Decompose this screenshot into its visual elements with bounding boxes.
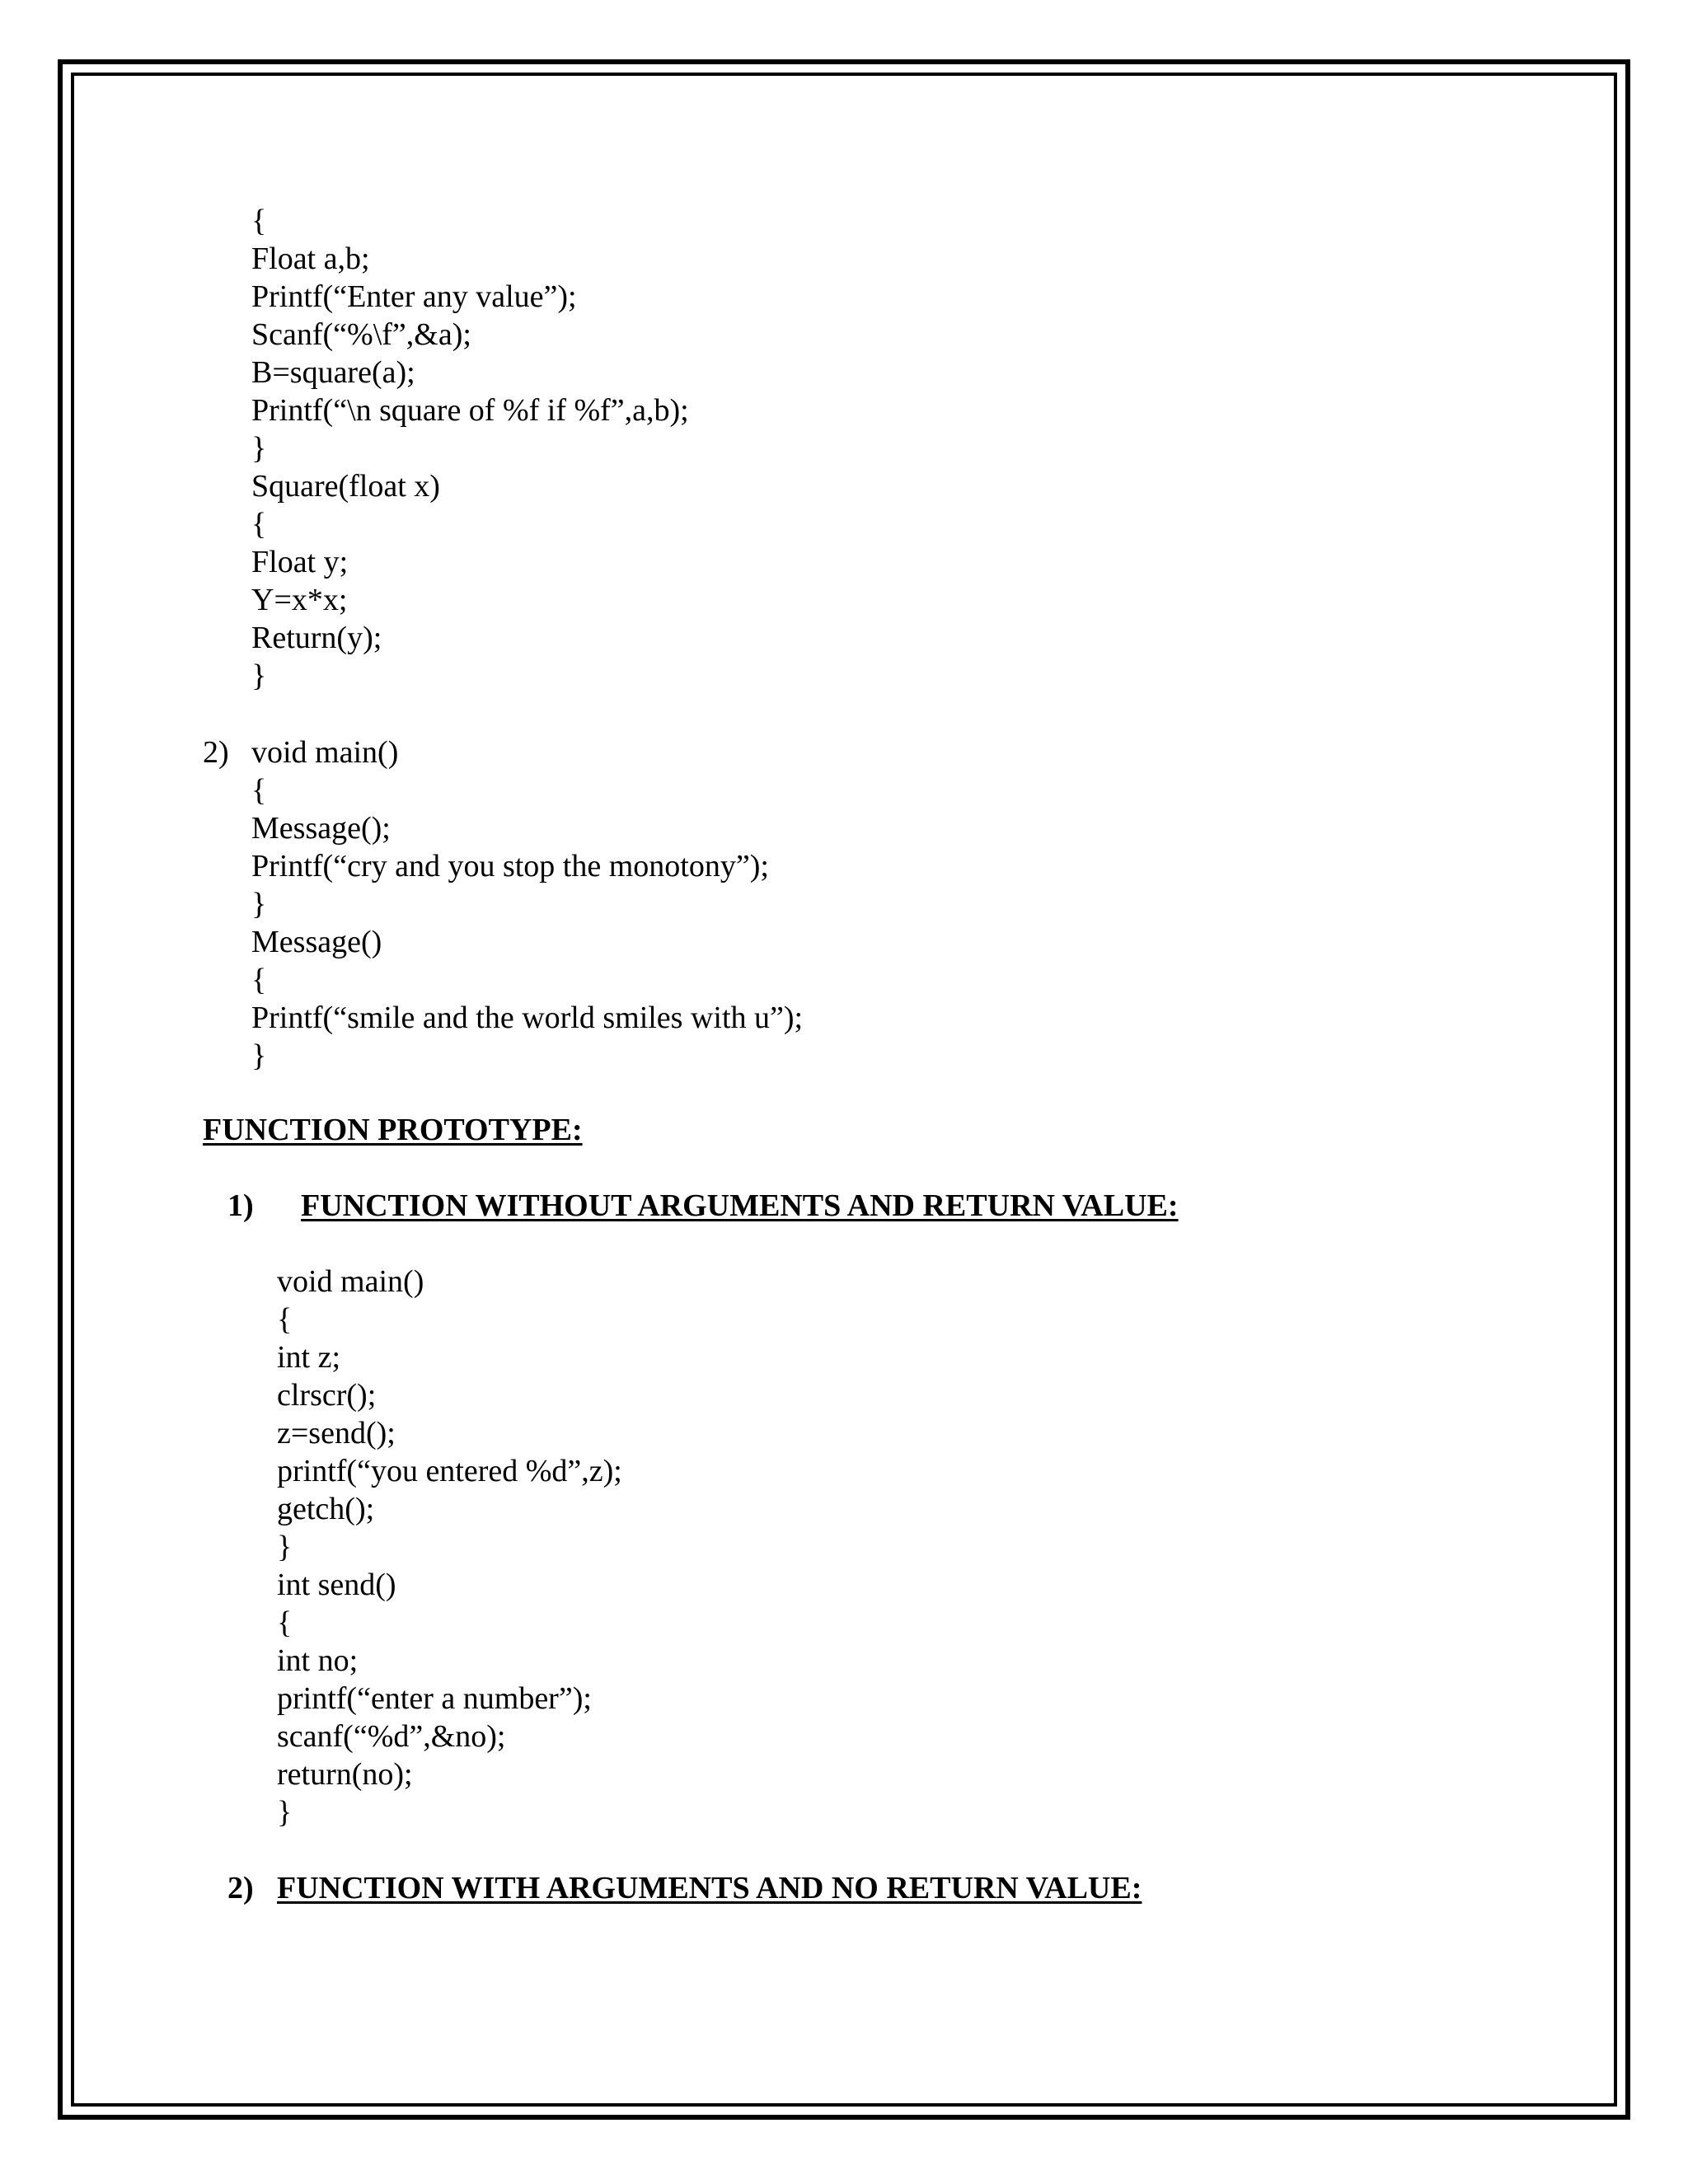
code-line: Message() [251,925,382,959]
code-line: Y=x*x; [251,583,348,617]
code-line: printf(“enter a number”); [277,1681,592,1716]
code-line: B=square(a); [251,355,415,390]
code-line: Scanf(“%\f”,&a); [251,317,471,352]
code-line: } [251,1038,267,1073]
code-line: } [251,431,267,466]
code-line: scanf(“%d”,&no); [277,1719,506,1754]
code-line: getch(); [277,1492,375,1526]
code-line: { [251,507,267,541]
code-line: int no; [277,1643,359,1678]
code-line: Float a,b; [251,241,370,276]
code-line: { [277,1605,293,1640]
code-line: { [251,963,267,997]
code-line: Float y; [251,545,349,579]
code-line: Printf(“\n square of %f if %f”,a,b); [251,393,689,428]
subsection-number: 2) [227,1871,254,1905]
code-line: clrscr(); [277,1378,377,1413]
code-line: void main() [277,1264,424,1299]
code-line: int z; [277,1340,341,1375]
code-line: } [277,1795,293,1830]
code-line: Printf(“Enter any value”); [251,279,577,314]
section-heading: FUNCTION PROTOTYPE: [203,1113,583,1147]
code-line: Return(y); [251,621,382,655]
code-line: int send() [277,1568,396,1602]
code-line: Printf(“cry and you stop the monotony”); [251,849,769,883]
code-line: return(no); [277,1757,413,1792]
code-line: { [251,773,267,808]
code-line: z=send(); [277,1416,396,1451]
code-line: { [277,1302,293,1337]
code-line: } [251,887,267,921]
code-line: { [251,204,267,238]
code-line: Square(float x) [251,469,440,504]
subsection-number: 1) [227,1188,254,1223]
code-line: } [277,1530,293,1564]
list-number: 2) [203,735,229,770]
subsection-title: FUNCTION WITHOUT ARGUMENTS AND RETURN VALUE: [301,1188,1179,1223]
code-line: } [251,658,267,693]
subsection-title: FUNCTION WITH ARGUMENTS AND NO RETURN VALUE: [277,1871,1142,1905]
code-line: void main() [251,735,399,770]
code-line: Printf(“smile and the world smiles with u”); [251,1001,804,1035]
code-line: printf(“you entered %d”,z); [277,1454,622,1488]
code-line: Message(); [251,811,391,846]
